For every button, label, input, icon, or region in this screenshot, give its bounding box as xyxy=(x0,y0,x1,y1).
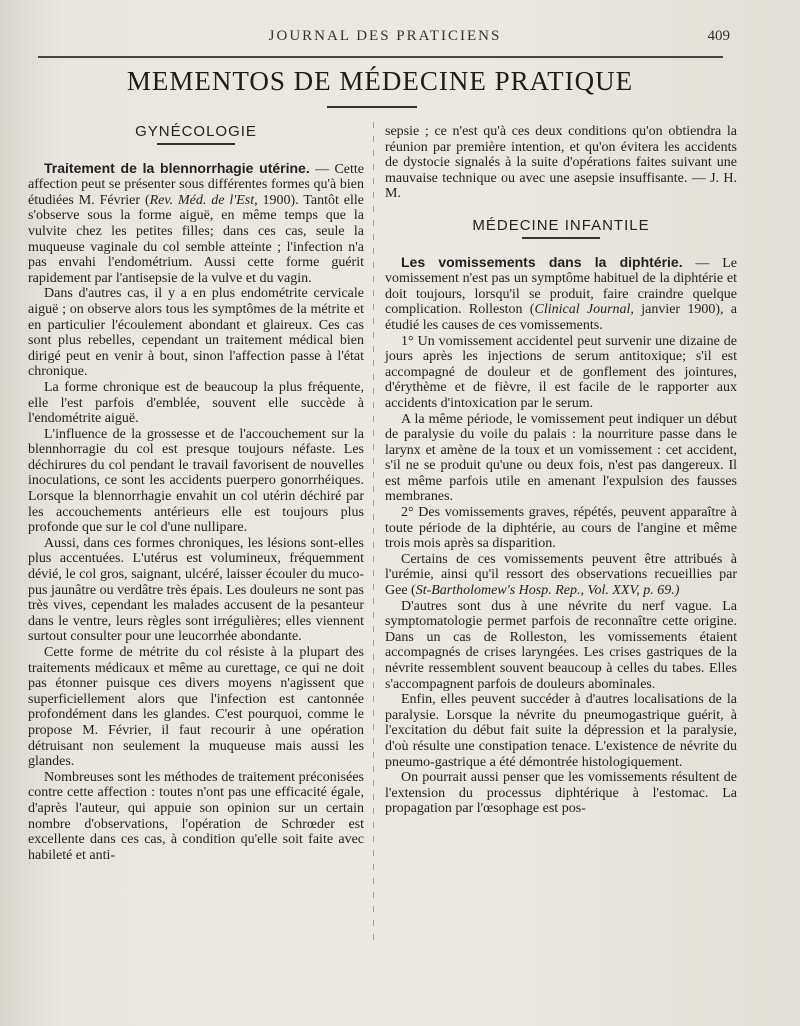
article-paragraph: Aussi, dans ces formes chroniques, les lésions sont-elles plus accentuées. L'utérus est volumineux, fréquemment dévié, le col gros, saignant, ulcéré, laisser écouler du muco-pus jaunâtre ou verdâtre très épais. Les douleurs ne sont pas très vives, cependant les malades accusent de la pesanteur dans le ventre, leurs règles sont irrégulières; elles viennent surtout consulter pour une leucorrhée abondante. xyxy=(28,535,364,645)
right-column xyxy=(385,122,737,817)
left-column xyxy=(28,122,364,863)
citation: St-Bartholomew's Hosp. Rep., Vol. XXV, p. 69.) xyxy=(415,583,680,599)
page-number: 409 xyxy=(707,28,730,44)
running-head: JOURNAL DES PRATICIENS xyxy=(268,28,502,44)
text-run: Certains de ces vomissements peuvent être attribués à l'urémie, ainsi qu'il ressort des observations recueillies par Gee ( xyxy=(385,551,737,599)
article-paragraph xyxy=(385,552,737,599)
text-run: — Cette affection peut se présenter sous différentes formes qu'à bien étudiées M. Février ( xyxy=(28,161,364,208)
spacer xyxy=(385,202,737,216)
page-header xyxy=(40,28,730,50)
section-rule xyxy=(157,143,235,145)
article-paragraph: La forme chronique est de beaucoup la plus fréquente, elle l'est parfois d'emblée, souvent elle succède à l'endométrite aiguë. xyxy=(28,379,364,427)
column-divider xyxy=(373,122,374,942)
article-paragraph: L'influence de la grossesse et de l'accouchement sur la blennhorragie du col est presque toujours néfaste. Les déchirures du col pendant le travail favorisent de nouvelles inoculations, ce sont les accidents puerpero gonorrhéiques. Lorsque la blennorrhagie envahit un col utérin déchiré par les accouchements antérieurs elle est toujours plus profonde que sur le col d'une nullipare. xyxy=(28,426,364,536)
text-run: 1900). Tantôt elle s'observe sous la forme aiguë, en même temps que la vulvite chez les petites filles; dans ces cas, seule la muqueuse vaginale du col semble atteinte ; l'infection n'a pas envahi l'endométrium. Aussi cette forme guérit rapidement par l'antisepsie de la vulve et du vagin. xyxy=(28,192,364,286)
text-run: — Le vomissement n'est pas un symptôme habituel de la diphtérie et doit toujours, lorsqu'il se produit, faire craindre quelque complication. Rolleston ( xyxy=(385,255,737,318)
article-paragraph: Nombreuses sont les méthodes de traitement préconisées contre cette affection : toutes n'ont pas une efficacité égale, d'après l'auteur, qui appuie son opinion sur un certain nombre d'observations, l'opération de Schrœder est excellente dans ces cas, à condition qu'elle soit faite avec habileté et anti- xyxy=(28,769,364,863)
header-rule xyxy=(38,56,723,58)
article-paragraph: sepsie ; ce n'est qu'à ces deux conditions qu'on obtiendra la réunion par première intention, et qu'on évitera les accidents de dystocie signalés à la suite d'opérations faites suivant une mauvaise technique ou avec une asepsie insuffisante. — J. H. M. xyxy=(385,124,737,202)
citation: Rev. Méd. de l'Est, xyxy=(149,192,258,208)
text-run: janvier 1900), a étudié les causes de ces vomissements. xyxy=(385,302,738,333)
article-paragraph: On pourrait aussi penser que les vomissements résultent de l'extension du processus diphtérique à l'estomac. La propagation par l'œsophage est pos- xyxy=(385,770,737,817)
article-paragraph: D'autres sont dus à une névrite du nerf vague. La symptomatologie permet parfois de reconnaître cette origine. Dans un cas de Rolleston, les vomissements étaient accompagnés de crises laryngées. Les crises gastriques de la névrite ressemblent souvent beaucoup à celles du tabes. Elles s'accompagnent parfois de douleurs abominales. xyxy=(385,598,737,692)
section-heading-medecine-infantile: MÉDECINE INFANTILE xyxy=(472,216,650,234)
article-paragraph: 2° Des vomissements graves, répétés, peuvent apparaître à toute période de la diphtérie, au cours de l'angine et même trois mois après sa disparition. xyxy=(385,505,737,552)
article-paragraph xyxy=(28,161,364,287)
citation: Clinical Journal, xyxy=(534,302,634,318)
article-paragraph: Cette forme de métrite du col résiste à la plupart des traitements médicaux et même au curettage, ce qui ne doit pas étonner puisque ces divers moyens n'agissent que superficiellement alors que l'infection est cantonnée profondément dans les glandes. C'est pourquoi, comme le propose M. Février, il faut recourir à une opération détruisant non seulement la muqueuse mais aussi les glandes. xyxy=(28,645,364,770)
article-paragraph: 1° Un vomissement accidentel peut survenir une dizaine de jours après les injections de serum antitoxique; s'il est accompagné de douleur et de gonflement des jointures, d'érythème et de fièvre, il est facile de le rapporter aux accidents d'intoxication par le serum. xyxy=(385,333,737,411)
page-title: MEMENTOS DE MÉDECINE PRATIQUE xyxy=(126,66,634,96)
article-paragraph: Enfin, elles peuvent succéder à d'autres localisations de la paralysie. Lorsque la névrite du pneumogastrique guérit, à l'excitation du début fait suite la dépression et la paralysie, d'où résulte une constipation tenace. L'existence de névrite du pneumo-gastrique a été démontrée histologiquement. xyxy=(385,692,737,770)
article-title: Traitement de la blennorrhagie utérine. xyxy=(44,159,310,176)
title-rule xyxy=(327,106,417,108)
article-title: Les vomissements dans la diphtérie. xyxy=(401,253,683,270)
article-paragraph: Dans d'autres cas, il y a en plus endométrite cervicale aiguë ; on observe alors tous les symptômes de la métrite et en particulier l'écoulement abondant et glaireux. Ces cas sont plus rebelles, cependant un traitement médical bien dirigé peut en venir à bout, sinon l'affection passe à l'état chronique. xyxy=(28,286,364,380)
section-rule xyxy=(522,237,600,239)
section-heading-gynecologie: GYNÉCOLOGIE xyxy=(135,123,257,140)
article-paragraph: A la même période, le vomissement peut indiquer un début de paralysie du voile du palais : la nourriture passe dans le larynx et amène de la toux et un vomissement : cet accident, s'il ne se produit qu'une ou deux fois, n'est pas dangereux. Il est même parfois utile en amenant l'expulsion des fausses membranes. xyxy=(385,411,737,505)
article-paragraph xyxy=(385,255,737,334)
